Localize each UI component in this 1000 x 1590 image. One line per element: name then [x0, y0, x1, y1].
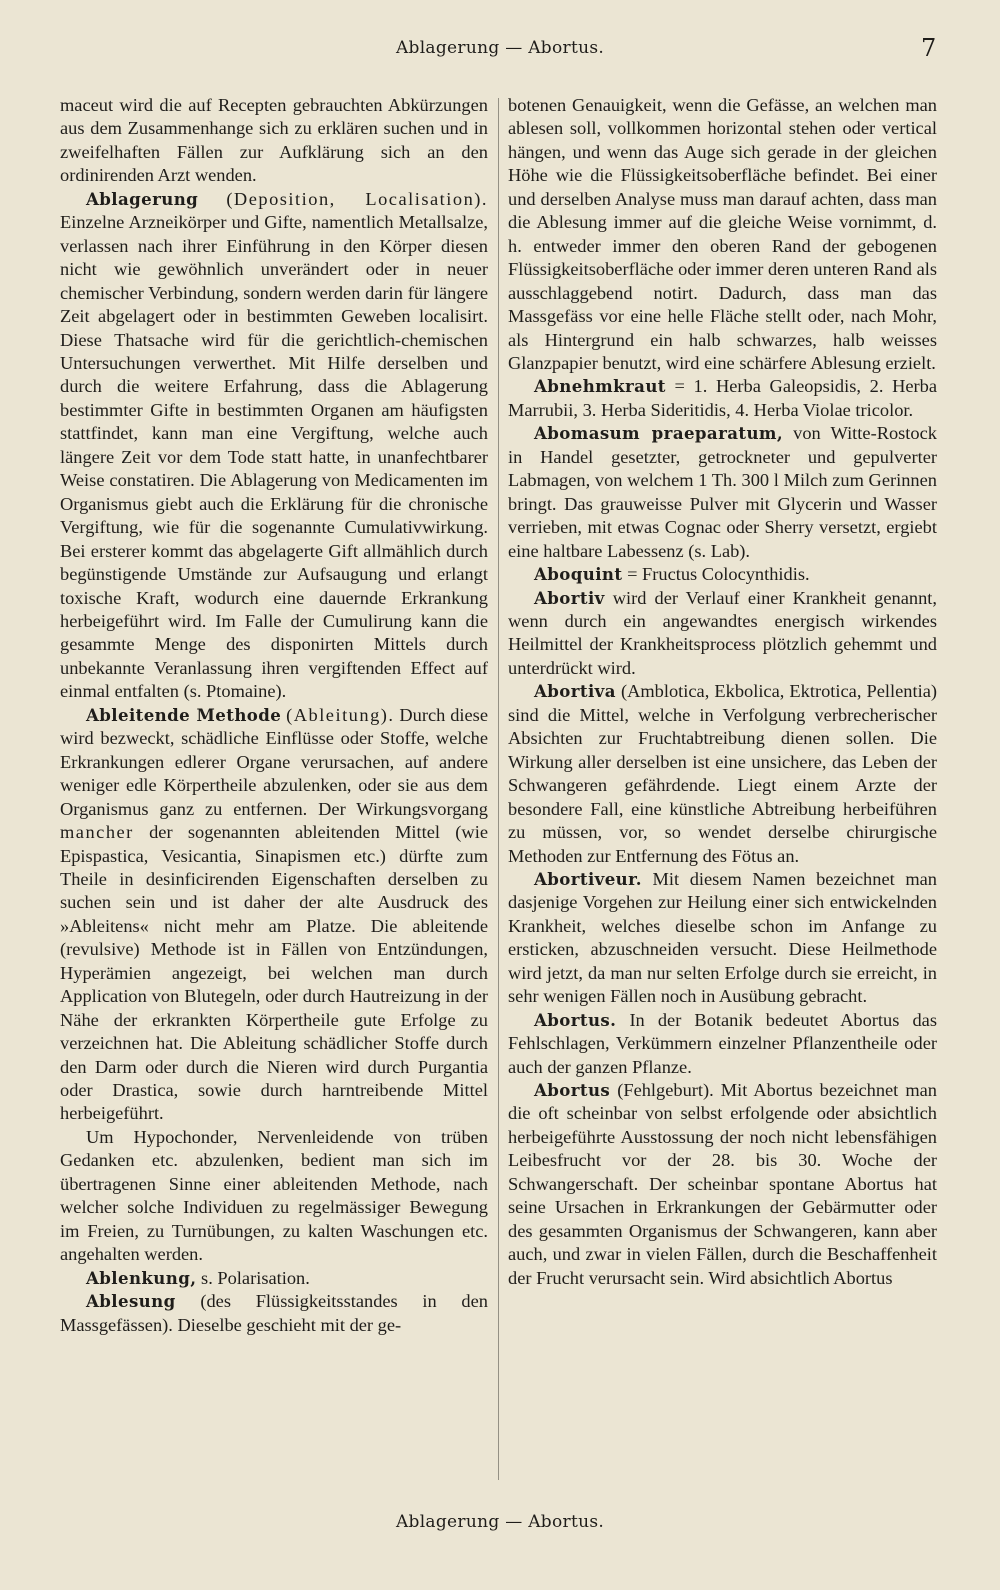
- entry-ablagerung: [60, 188, 488, 704]
- entry-body: (Amblotica, Ekbolica, Ektrotica, Pellentia) sind die Mittel, welche in Verfolgung verbrecherischer Absichten zur Fruchtabtreibung dienen sollen. Die Wirkung aller derselben ist eine unsichere, das Leben der Schwangeren gefährdende. Liegt einem Arzte der besondere Fall, eine künstliche Abtreibung herbeiführen zu müssen, vor, so wendet derselbe chirurgische Methoden zur Entfernung des Fötus an.: [508, 681, 937, 866]
- spaced-word: mancher: [60, 822, 134, 843]
- left-column: [60, 94, 488, 1337]
- headword-ableitende-methode: Ableitende Methode: [86, 704, 282, 725]
- headword-ablagerung: Ablagerung: [86, 188, 199, 209]
- entry-body: s. Polarisation.: [201, 1267, 310, 1288]
- entry-abortus-botanik: [508, 1009, 937, 1079]
- paragraph-hypochonder: Um Hypochonder, Nervenleidende von trüben Gedanken etc. abzulenken, bedient man sich im übertragenen Sinne einer ableitenden Methode, nach welcher solche Individuen zu regelmässiger Bewegung im Freien, zu Turnübungen, zu kalten Waschungen etc. angehalten werden.: [60, 1126, 488, 1265]
- headword-aboquint: Aboquint: [534, 564, 623, 585]
- headword-abortiv: Abortiv: [534, 587, 605, 608]
- entry-body: In der Botanik bedeutet Abortus das Fehlschlagen, Verkümmern einzelner Pflanzentheile oder auch der ganzen Pflanze.: [508, 1009, 937, 1077]
- headword-abomasum: Abomasum praeparatum,: [534, 423, 784, 444]
- entry-body: = 1. Herba Galeopsidis, 2. Herba Marrubii, 3. Herba Sideritidis, 4. Herba Violae tricolor.: [508, 376, 937, 420]
- entry-abortiva: [508, 680, 937, 868]
- headword-abortus: Abortus: [534, 1080, 611, 1101]
- entry-abortiveur: [508, 868, 937, 1009]
- entry-abnehmkraut: [508, 375, 937, 422]
- headword-abnehmkraut: Abnehmkraut: [534, 376, 666, 397]
- paragraph-continuation: maceut wird die auf Recepten gebrauchten Abkürzungen aus dem Zusammenhange sich zu erklären suchen und in zweifelhaften Fällen zur Aufklärung sich an den ordinirenden Arzt wenden.: [60, 95, 488, 186]
- headword-ablenkung: Ablenkung,: [86, 1267, 197, 1288]
- entry-abortiv: [508, 587, 937, 681]
- entry-body: Einzelne Arzneikörper und Gifte, namentlich Metallsalze, verlassen nach ihrer Einführung in den Körper diesen nicht wie gewöhnlich unverändert oder in neuer chemischer Verbindung, sondern werden darin für längere Zeit abgelagert oder in bestimmten Geweben localisirt. Diese Thatsache wird für die gerichtlich-chemischen Untersuchungen verwerthet. Mit Hilfe derselben und durch die weitere Erfahrung, dass die Ablagerung bestimmter Gifte in bestimmten Organen am häufigsten stattfindet, kann man eine Vergiftung, welche auch längere Zeit vor dem Tode statt hatte, in unanfechtbarer Weise constatiren. Die Ablagerung von Medicamenten im Organismus giebt auch die Erklärung für die chronische Vergiftung, wie für die sogenannte Cumulativwirkung. Bei ersterer kommt das abgelagerte Gift allmählich durch begünstigende Umstände zur Aufsaugung und erlangt toxische Kraft, wodurch eine dauernde Erkrankung herbeigeführt wird. Im Falle der Cumulirung kann die gesammte Menge des disponirten Mittels durch unbekannte Veranlassung ihren vergiftenden Effect auf einmal entfalten (s. Ptomaine).: [60, 212, 488, 702]
- headword-abortus: Abortus.: [534, 1009, 617, 1030]
- right-column: [508, 94, 937, 1290]
- headword-abortiva: Abortiva: [534, 681, 616, 702]
- entry-abomasum: [508, 422, 937, 563]
- running-footer: Ablagerung — Abortus.: [395, 1512, 605, 1532]
- entry-body: der sogenannten ableitenden Mittel (wie Epispastica, Vesicantia, Sinapismen etc.) dürfte zum Theile in desinficirenden Eigenschaften derselben zu suchen sein und ist daher der alte Ausdruck des »Ableitens« nicht mehr am Platze. Die ableitende (revulsive) Methode ist in Fällen von Entzündungen, Hyperämien angezeigt, bei welchen man durch Application von Blutegeln, oder durch Hautreizung in der Nähe der erkrankten Körpertheile gute Erfolge zu verzeichnen hat. Die Ableitung schädlicher Stoffe durch den Darm oder durch die Nieren wird durch Purgantia oder Drastica, sowie durch harntreibende Mittel herbeigeführt.: [60, 822, 488, 1124]
- entry-body: (des Flüssigkeitsstandes in den Massgefässen). Dieselbe geschieht mit der ge-: [60, 1291, 488, 1335]
- running-header: Ablagerung — Abortus.: [395, 38, 605, 58]
- entry-subtitle: (Ableitung).: [286, 704, 395, 725]
- page-number: 7: [921, 34, 937, 62]
- entry-abortus-fehlgeburt: [508, 1079, 937, 1290]
- entry-subtitle: (Deposition, Localisation).: [226, 188, 488, 209]
- entry-body: = Fructus Colocynthidis.: [627, 564, 810, 585]
- entry-ablenkung: [60, 1267, 488, 1290]
- entry-body: (Fehlgeburt). Mit Abortus bezeichnet man die oft scheinbar von selbst erfolgende oder absichtlich herbeigeführte Ausstossung der noch nicht lebensfähigen Leibesfrucht vor der 28. bis 30. Woche der Schwangerschaft. Der scheinbar spontane Abortus hat seine Ursachen in Erkrankungen der Gebärmutter oder des gesammten Organismus der Schwangeren, kann aber auch, und zwar in vielen Fällen, durch die Beschaffenheit der Frucht verursacht sein. Wird absichtlich Abortus: [508, 1080, 937, 1288]
- column-divider: [498, 98, 499, 1480]
- entry-ablesung: [60, 1290, 488, 1337]
- entry-body: wird der Verlauf einer Krankheit genannt, wenn durch ein angewandtes energisch wirkendes Heilmittel der Krankheitsprocess plötzlich gehemmt und unterdrückt wird.: [508, 587, 937, 678]
- headword-ablesung: Ablesung: [86, 1291, 176, 1312]
- entry-ableitende-methode: [60, 704, 488, 1126]
- paragraph-continuation: botenen Genauigkeit, wenn die Gefässe, an welchen man ablesen soll, vollkommen horizontal stehen oder vertical hängen, und wenn das Auge sich gerade in der gleichen Höhe wie die Flüssigkeitsoberfläche befindet. Bei einer und derselben Analyse muss man darauf achten, dass man die Ablesung immer auf die gleiche Weise vornimmt, d. h. entweder immer den oberen Rand der gebogenen Flüssigkeitsoberfläche oder immer deren unteren Rand als ausschlaggebend notirt. Dadurch, dass man das Massgefäss vor eine helle Fläche stellt oder, nach Mohr, als Hintergrund ein halb schwarzes, halb weisses Glanzpapier benutzt, wird eine schärfere Ablesung erzielt.: [508, 95, 937, 373]
- entry-aboquint: [508, 563, 937, 586]
- entry-body: von Witte-Rostock in Handel gesetzter, getrockneter und gepulverter Labmagen, von welchem 1 Th. 300 l Milch zum Gerinnen bringt. Das grauweisse Pulver mit Glycerin und Wasser verrieben, mit etwas Cognac oder Sherry versetzt, ergiebt eine haltbare Labessenz (s. Lab).: [508, 423, 937, 561]
- headword-abortiveur: Abortiveur.: [534, 868, 642, 889]
- entry-body: Durch diese wird bezweckt, schädliche Einflüsse oder Stoffe, welche Erkrankungen edlerer Organe verursachen, auf andere weniger edle Körpertheile abzulenken, oder sie aus dem Organismus ganz zu entfernen. Der Wirkungsvorgang: [60, 704, 488, 819]
- entry-body: Mit diesem Namen bezeichnet man dasjenige Vorgehen zur Heilung einer sich entwickelnden Krankheit, welches dieselbe schon im Anfange zu ersticken, abzuschneiden versucht. Diese Heilmethode wird jetzt, da man nur selten Erfolge durch sie erreicht, in sehr wenigen Fällen noch in Ausübung gebracht.: [508, 868, 937, 1007]
